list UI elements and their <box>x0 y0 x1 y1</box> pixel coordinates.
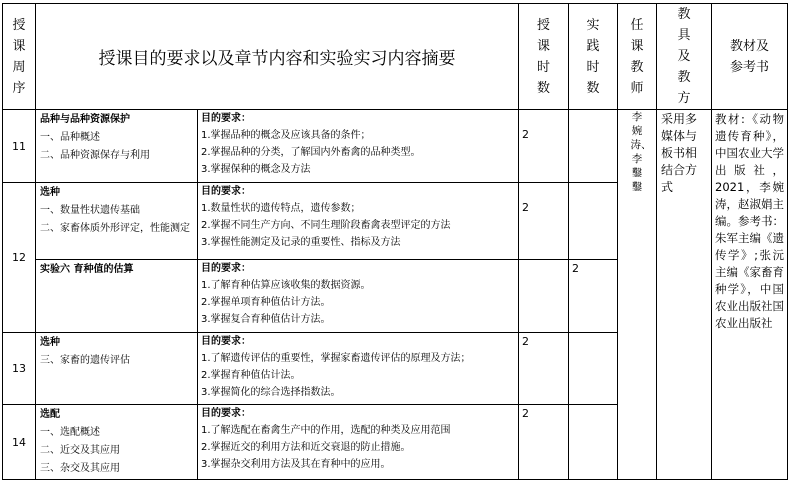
topic-title: 品种与品种资源保护 <box>40 114 130 125</box>
topic-cell <box>36 405 198 480</box>
aims-item: 2.掌握育种值估计法。 <box>201 370 301 381</box>
aims-item: 2.掌握品种的分类，了解国内外畜禽的品种类型。 <box>201 147 421 158</box>
topic-item: 一、选配概述 <box>40 427 100 438</box>
practice-hours-cell <box>569 333 618 405</box>
header-week: 授课周序 <box>3 4 36 110</box>
aims-item: 3.掌握杂交利用方法及其在育种中的应用。 <box>201 459 391 470</box>
header-row <box>3 4 788 110</box>
aims-title: 目的要求： <box>201 263 251 274</box>
topic-cell <box>36 183 198 260</box>
aims-item: 1.了解选配在畜禽生产中的作用，选配的种类及应用范围 <box>201 425 451 436</box>
topic-title: 选种 <box>40 337 60 348</box>
schedule-table <box>2 3 788 480</box>
aims-item: 1.数量性状的遗传特点，遗传参数； <box>201 203 361 214</box>
week-cell: 12 <box>3 183 36 333</box>
header-teacher: 任课教师 <box>618 4 657 110</box>
aims-item: 3.掌握性能测定及记录的重要性、指标及方法 <box>201 237 401 248</box>
topic-item: 一、品种概述 <box>40 132 100 143</box>
aims-item: 3.掌握简化的综合选择指数法。 <box>201 387 341 398</box>
topic-item: 二、家畜体质外形评定，性能测定 <box>40 223 190 234</box>
aims-title: 目的要求： <box>201 113 251 124</box>
topic-item: 二、品种资源保存与利用 <box>40 150 150 161</box>
aims-cell <box>198 333 519 405</box>
practice-hours-cell <box>569 405 618 480</box>
lecture-hours-cell: 2 <box>519 333 569 405</box>
week-cell: 13 <box>3 333 36 405</box>
lecture-hours-cell: 2 <box>519 110 569 183</box>
header-teaching-tools: 教具及教方 <box>657 4 712 110</box>
table-row <box>3 110 788 183</box>
header-textbooks: 教材及参考书 <box>712 4 788 110</box>
topic-cell <box>36 260 198 333</box>
lecture-hours-cell: 2 <box>519 183 569 260</box>
aims-title: 目的要求： <box>201 336 251 347</box>
topic-title: 选配 <box>40 409 60 420</box>
lecture-hours-cell <box>519 260 569 333</box>
topic-item: 二、近交及其应用 <box>40 445 120 456</box>
topic-cell <box>36 333 198 405</box>
practice-hours-cell <box>569 183 618 260</box>
header-practice-hours: 实践时数 <box>569 4 618 110</box>
practice-hours-cell <box>569 110 618 183</box>
topic-title: 实验六 育种值的估算 <box>40 264 134 275</box>
aims-title: 目的要求： <box>201 186 251 197</box>
topic-item: 三、家畜的遗传评估 <box>40 355 130 366</box>
aims-item: 2.掌握近交的利用方法和近交衰退的防止措施。 <box>201 442 411 453</box>
aims-item: 2.掌握不同生产方向、不同生理阶段畜禽表型评定的方法 <box>201 220 451 231</box>
aims-item: 2.掌握单项育种值估计方法。 <box>201 297 331 308</box>
aims-item: 1.了解育种估算应该收集的数据资源。 <box>201 280 371 291</box>
week-cell: 14 <box>3 405 36 480</box>
aims-cell <box>198 110 519 183</box>
aims-item: 3.掌握保种的概念及方法 <box>201 164 311 175</box>
aims-item: 1.掌握品种的概念及应该具备的条件； <box>201 130 371 141</box>
aims-item: 3.掌握复合育种值估计方法。 <box>201 314 331 325</box>
method-cell: 采用多媒体与板书相结合方式 <box>657 110 712 480</box>
topic-item: 三、杂交及其应用 <box>40 463 120 474</box>
topic-title: 选种 <box>40 187 60 198</box>
teacher-cell: 李婉涛、李鑿鑿 <box>618 110 657 480</box>
aims-item: 1.了解遗传评估的重要性，掌握家畜遗传评估的原理及方法； <box>201 353 471 364</box>
practice-hours-cell: 2 <box>569 260 618 333</box>
books-cell: 教材:《动物遗传育种》，中国农业大学出版社，2021，李婉涛，赵淑娟主编。参考书：朱军主编《遗传学》;张沅主编《家畜育种学》，中国农业出版社国农业出版社 <box>712 110 788 480</box>
lecture-hours-cell: 2 <box>519 405 569 480</box>
aims-cell <box>198 405 519 480</box>
topic-item: 一、数量性状遗传基础 <box>40 205 140 216</box>
aims-cell <box>198 260 519 333</box>
topic-cell <box>36 110 198 183</box>
week-cell: 11 <box>3 110 36 183</box>
header-content: 授课目的要求以及章节内容和实验实习内容摘要 <box>36 4 519 110</box>
aims-title: 目的要求： <box>201 408 251 419</box>
header-lecture-hours: 授课时数 <box>519 4 569 110</box>
aims-cell <box>198 183 519 260</box>
